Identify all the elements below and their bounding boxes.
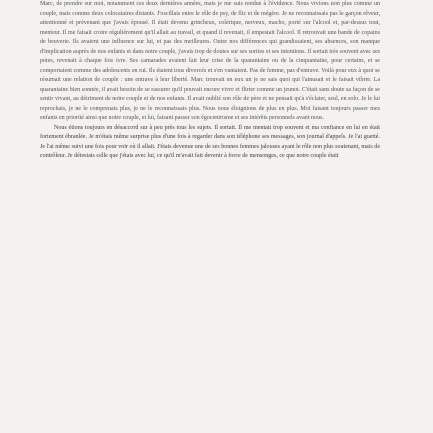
text-column xyxy=(40,0,380,162)
paragraph-1: Marc, de prendre sur moi, notamment ces deux dernières années, mais je me suis rendue à l'évidence. Nous vivions non plus comme un couple, mais comme deux colocataires distants. J'oscillais entre le rôle de psy, de flic et de mégère. Je ne reconnaissais pas le garçon rêveur, attentionné et prévenant que j'avais épousé. Il était devenu grincheux, colérique, nerveux, macho, porté sur l'alcool et, par-dessus tout, menteur. Il me faisait croire régulièrement qu'il allait au travail, et quand il revenait, il empestait l'alcool. Il retrouvait une bande de copains de beuverie. Ils avaient une influence sur lui, et pas des meilleures. Outre nos différences qui grandissaient, ses absences, son manque d'implication auprès de nos enfants et dans notre couple, j'avais trop de doutes sur ses sorties et ses intentions. Il sortait très souvent avec ses potes, revenait à chaque fois ivre. Ses camarades avaient fait leur crise de la quarantaine ou de la cinquantaine, pour certains, et se comportaient comme des adolescents en rut. Ils étaient tous divorcés et s'en vantaient. Pas de femme, pas d'entrave. Voilà pour eux à quoi se résumait une relation de couple : une entrave à leur liberté. Marc trouvait en eux un je ne sais quoi qui l'amusait et le faisait vibrer. La quarantaine bien sonnée, il avait besoin de se rassurer qu'il pouvait encore vivre et flirter comme un jeunot. C'était sans doute sa façon de se sentir vivant, au détriment de notre couple et de nos enfants. Il avait oublié son rôle de père et ne pensait qu'à s'éclater, seul, en solo. Je le lui reprochais, je ne le comprenais plus, je ne le reconnaissais plus. Nous nous éloignions de plus en plus. Moi faisant toujours passer mes enfants en priorité ainsi que notre couple, et lui, faisant passer son égocentrisme et ses intérêts personnels avant nous. xyxy=(40,1,380,121)
paragraph-2: Nous étions toujours en désaccord sur à peu près tous les sujets. Il sortait. Il me mentait trop souvent et ma confiance en lui en était fortement ébranlée. Je m'étais même surprise plus d'une fois à regarder dans son téléphone ses messages, son journal d'appels. Je l'ai guetté. Je l'ai même suivi une fois pour voir où il allait. J'étais devenue une de ses bonnes femmes jalouses ayant le rôle non plus soutenant, mais de contrôleur. Je détestais celle que j'étais avec lui, ce qu'il m'avait fait devenir à force de mensonges, ce que notre couple était xyxy=(40,124,380,159)
